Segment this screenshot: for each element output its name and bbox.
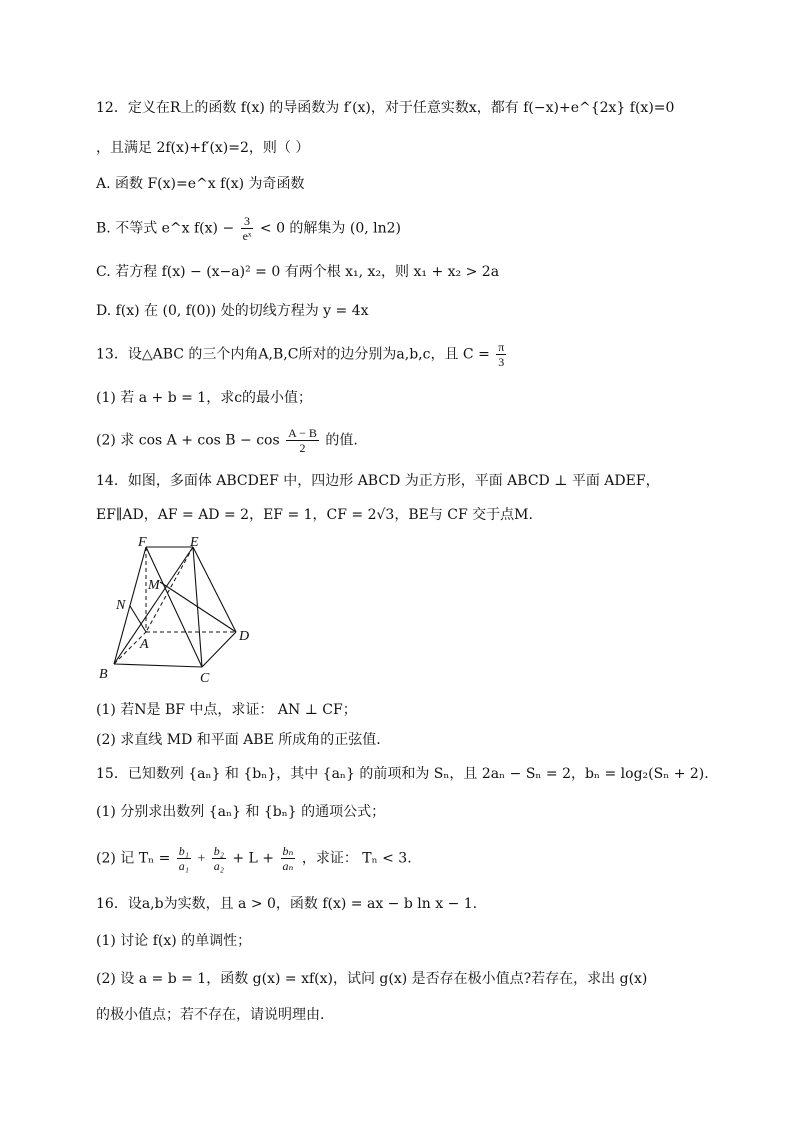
q16-part2-line2: 的极小值点；若不存在，请说明理由. [96, 1007, 325, 1023]
q14-part2: (2) 求直线 MD 和平面 ABE 所成角的正弦值. [96, 732, 381, 748]
q14-stem-line2: EF∥AD，AF = AD = 2，EF = 1，CF = 2√3，BE与 CF 交于点M. [96, 507, 533, 523]
q13-frac-den: 3 [498, 355, 505, 369]
q12-option-a: A. 函数 F(x)=e^x f(x) 为奇函数 [96, 176, 305, 192]
q15-frac-1 [177, 844, 191, 873]
q15-frac3-num: bₙ [282, 844, 294, 858]
edge-ed [193, 547, 236, 632]
q14-part1: (1) 若N是 BF 中点，求证： AN ⊥ CF； [96, 702, 357, 718]
q13-part1: (1) 若 a + b = 1，求c的最小值； [96, 390, 313, 406]
q13-part2 [96, 426, 358, 455]
q15-frac1-den: a₁ [178, 859, 189, 873]
line-fc [146, 547, 202, 667]
q12-option-b-fraction [241, 214, 254, 243]
q15-part2-mid: + L + [232, 850, 275, 867]
q15-frac3-den: aₙ [282, 859, 294, 873]
q15-part2-lead: (2) 记 Tₙ = [96, 850, 171, 867]
figure-label-f: F [138, 535, 147, 550]
q15-frac1-num: b₁ [178, 844, 189, 858]
q16-stem: 16．设a,b为实数，且 a > 0，函数 f(x) = ax − b ln x − 1. [96, 896, 478, 912]
q15-part2: (2) 记 Tₙ = $\frac{\text{b₁}}{\text{a₁}}$ + $\frac{\text{b₂}}{\text{a₂}}$ + L + $\frac{\text{bₙ}}{\text{aₙ}}$ ，求证： Tₙ < 3. [96, 844, 412, 873]
q12-option-c: C. 若方程 f(x) − (x−a)² = 0 有两个根 x₁, x₂，则 x₁ + x₂ > 2a [96, 264, 500, 280]
q12-stem-line1: 12．定义在R上的函数 f(x) 的导函数为 f′(x)，对于任意实数x，都有 f(−x)+e^{2x} f(x)=0 [96, 100, 675, 116]
q15-stem: 15．已知数列 {aₙ} 和 {bₙ}，其中 {aₙ} 的前项和为 Sₙ，且 2aₙ − Sₙ = 2，bₙ = log₂(Sₙ + 2). [96, 766, 709, 782]
q16-part1: (1) 讨论 f(x) 的单调性； [96, 933, 252, 949]
q14-stem-line1: 14．如图，多面体 ABCDEF 中，四边形 ABCD 为正方形，平面 ABCD ⊥ 平面 ADEF， [96, 473, 660, 489]
line-be [114, 547, 193, 664]
edge-bc [114, 664, 202, 667]
q13-stem-fraction [496, 340, 506, 369]
q13-part2-tail: 的值. [325, 432, 358, 449]
q15-frac2-den: a₂ [213, 859, 224, 873]
q12-option-b-frac-num: 3 [241, 214, 254, 229]
q13-part2-frac-den: 2 [299, 441, 306, 455]
polyhedron-figure [96, 532, 266, 688]
edge-cd [202, 632, 236, 667]
q13-part2-frac-num: A − B [288, 426, 317, 440]
figure-label-c: C [200, 671, 210, 686]
q15-frac-2 [212, 844, 226, 873]
q13-part2-text: (2) 求 cos A + cos B − cos [96, 432, 280, 449]
q13-part2-fraction [286, 426, 319, 455]
q12-option-b-frac-den: eˣ [242, 229, 252, 243]
q16-part2-line1: (2) 设 a = b = 1，函数 g(x) = xf(x)，试问 g(x) 是否存在极小值点?若存在，求出 g(x) [96, 971, 648, 987]
figure-label-b: B [99, 667, 108, 682]
q12-option-b-tail: < 0 的解集为 (0, ln2) [259, 220, 402, 237]
figure-label-a: A [140, 637, 149, 652]
q12-option-d: D. f(x) 在 (0, f(0)) 处的切线方程为 y = 4x [96, 303, 369, 319]
figure-label-m: M [148, 578, 160, 593]
q15-frac-3 [281, 844, 296, 873]
q15-part2-tail: ，求证： Tₙ < 3. [301, 850, 412, 867]
figure-label-d: D [239, 629, 250, 644]
q13-frac-num: π [498, 340, 505, 354]
figure-label-n: N [116, 598, 126, 613]
q13-stem-text: 13．设△ABC 的三个内角A,B,C所对的边分别为a,b,c，且 C = [96, 346, 490, 363]
figure-label-e: E [190, 535, 199, 550]
q12-option-b-text: B. 不等式 e^x f(x) − [96, 220, 235, 237]
line-md [160, 582, 236, 632]
q12-option-b [96, 214, 401, 243]
q15-part1: (1) 分别求出数列 {aₙ} 和 {bₙ} 的通项公式； [96, 804, 386, 820]
q12-stem-line2: ，且满足 2f(x)+f′(x)=2，则（ ） [96, 140, 310, 156]
q15-frac2-num: b₂ [213, 844, 224, 858]
q13-stem [96, 340, 508, 369]
